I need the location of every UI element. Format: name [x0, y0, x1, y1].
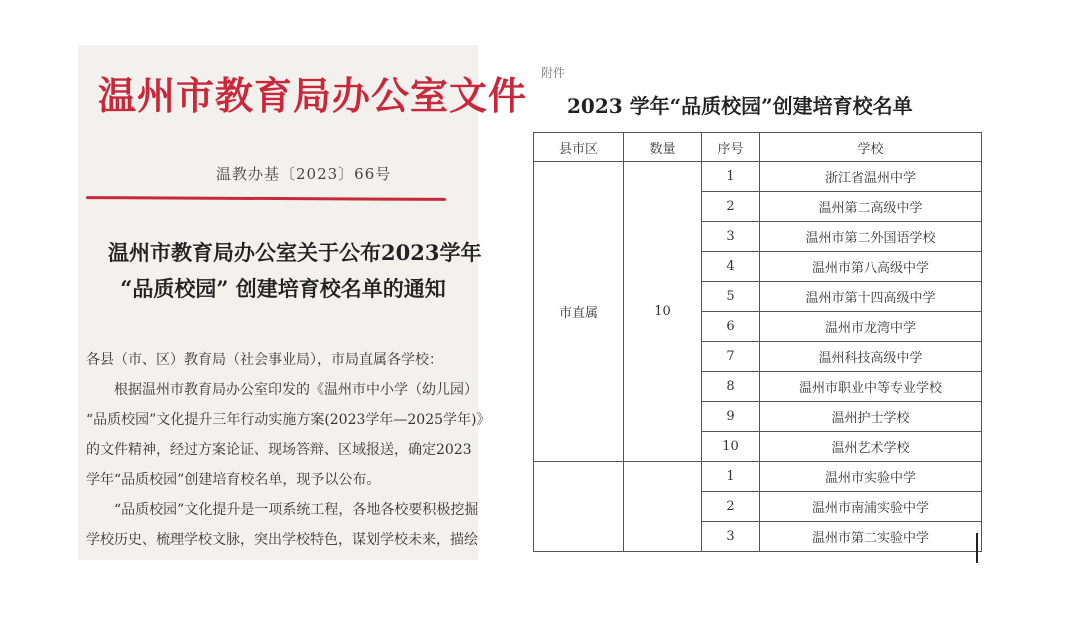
header-school: 学校: [760, 133, 982, 162]
school-cell: 温州科技高级中学: [760, 342, 982, 372]
list-title: 2023 学年“品质校园”创建培育校名单: [567, 94, 913, 118]
school-cell: 浙江省温州中学: [760, 162, 982, 192]
seq-cell: 8: [702, 372, 760, 402]
seq-cell: 10: [702, 432, 760, 462]
seq-cell: 6: [702, 312, 760, 342]
school-cell: 温州市实验中学: [760, 462, 982, 492]
count-cell: 10: [624, 162, 702, 462]
left-document-page: [78, 45, 528, 560]
notice-title: [108, 235, 482, 307]
school-cell: 温州市第八高级中学: [760, 252, 982, 282]
school-cell: 温州市第二外国语学校: [760, 222, 982, 252]
body-line: 学校历史、梳理学校文脉，突出学校特色，谋划学校未来，描绘: [86, 532, 478, 548]
school-list-table: [533, 132, 982, 552]
body-line: 的文件精神，经过方案论证、现场答辩、区域报送，确定2023: [86, 442, 472, 458]
right-annex-page: [527, 52, 980, 564]
seq-cell: 3: [702, 222, 760, 252]
seq-cell: 2: [702, 192, 760, 222]
school-cell: 温州市龙湾中学: [760, 312, 982, 342]
count-cell: [624, 462, 702, 552]
body-line: “品质校园”文化提升是一项系统工程，各地各校要积极挖掘: [114, 502, 479, 518]
school-cell: 温州市职业中等专业学校: [760, 372, 982, 402]
notice-title-line-1: 温州市教育局办公室关于公布2023学年: [108, 240, 482, 265]
body-line: “品质校园”文化提升三年行动实施方案(2023学年—2025学年)》: [86, 412, 491, 428]
annex-label: 附件: [541, 66, 566, 80]
notice-title-line-2: “品质校园” 创建培育校名单的通知: [120, 276, 446, 301]
table-row: [534, 162, 982, 192]
seq-cell: 5: [702, 282, 760, 312]
school-cell: 温州艺术学校: [760, 432, 982, 462]
district-cell: [534, 462, 624, 552]
header-district: 县市区: [534, 133, 624, 162]
seq-cell: 2: [702, 492, 760, 522]
document-red-header: 温州市教育局办公室文件: [98, 73, 528, 118]
district-cell: 市直属: [534, 162, 624, 462]
header-seq: 序号: [702, 133, 760, 162]
red-divider-line: [86, 196, 446, 201]
seq-cell: 3: [702, 522, 760, 552]
school-cell: 温州市第二实验中学: [760, 522, 982, 552]
table-header-row: [534, 133, 982, 162]
school-cell: 温州市南浦实验中学: [760, 492, 982, 522]
body-line: 学年“品质校园”创建培育校名单，现予以公布。: [86, 472, 381, 488]
notice-body: [86, 345, 491, 555]
seq-cell: 1: [702, 162, 760, 192]
body-line: 根据温州市教育局办公室印发的《温州市中小学（幼儿园）: [114, 382, 478, 398]
seq-cell: 7: [702, 342, 760, 372]
document-number: 温教办基〔2023〕66号: [216, 165, 392, 183]
school-cell: 温州市第十四高级中学: [760, 282, 982, 312]
school-cell: 温州护士学校: [760, 402, 982, 432]
school-cell: 温州第二高级中学: [760, 192, 982, 222]
page-edge-mark: [976, 533, 978, 563]
seq-cell: 4: [702, 252, 760, 282]
table-row: [534, 462, 982, 492]
seq-cell: 1: [702, 462, 760, 492]
salutation: 各县（市、区）教育局（社会事业局），市局直属各学校：: [86, 352, 443, 368]
header-count: 数量: [624, 133, 702, 162]
seq-cell: 9: [702, 402, 760, 432]
